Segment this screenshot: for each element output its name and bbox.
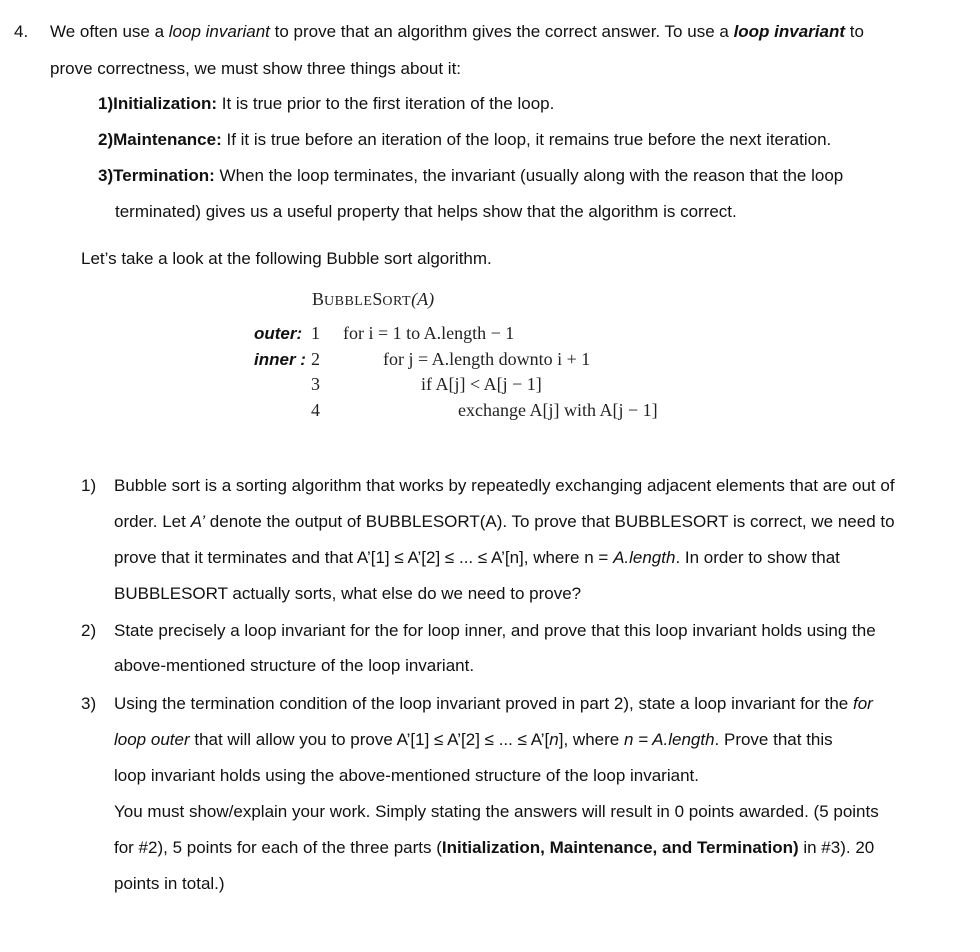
line-number-2: 2 bbox=[311, 349, 320, 369]
part-2-line-2: above-mentioned structure of the loop invariant. bbox=[114, 656, 475, 675]
line-number-1: 1 bbox=[311, 323, 320, 343]
part-1-line-4: BUBBLESORT actually sorts, what else do we need to prove? bbox=[114, 584, 582, 603]
part-3-number: 3) bbox=[81, 694, 97, 713]
property-initialization: 1)Initialization: It is true prior to the first iteration of the loop. bbox=[98, 94, 555, 113]
property-termination: 3)Termination: When the loop terminates, the invariant (usually along with the reason that the loop bbox=[98, 166, 844, 185]
grading-note-line-2: for #2), 5 points for each of the three parts (Initialization, Maintenance, and Termination) in #3). 20 bbox=[114, 838, 875, 857]
term-loop-invariant: loop invariant bbox=[168, 22, 270, 41]
part-3-line-2: loop outer that will allow you to prove A’[1] ≤ A’[2] ≤ ... ≤ A’[n], where n = A.length. Prove that this bbox=[114, 730, 833, 749]
loop-label-inner: inner : bbox=[254, 350, 306, 369]
algorithm-title: BUBBLESORT(A) bbox=[312, 289, 435, 309]
intro-line-2: prove correctness, we must show three things about it: bbox=[50, 59, 462, 78]
property-maintenance: 2)Maintenance: If it is true before an iteration of the loop, it remains true before the next iteration. bbox=[98, 130, 832, 149]
part-3-line-1: Using the termination condition of the loop invariant proved in part 2), state a loop invariant for the for bbox=[114, 694, 873, 713]
part-1-line-3: prove that it terminates and that A’[1] ≤ A’[2] ≤ ... ≤ A’[n], where n = A.length. In order to show that bbox=[114, 548, 840, 567]
line-number-4: 4 bbox=[311, 400, 320, 420]
grading-note-line-1: You must show/explain your work. Simply stating the answers will result in 0 points awarded. (5 points bbox=[114, 802, 879, 821]
intro-line-1: We often use a loop invariant to prove that an algorithm gives the correct answer. To use a loop invariant to bbox=[50, 22, 864, 41]
question-number: 4. bbox=[14, 22, 29, 41]
property-termination-continued: terminated) gives us a useful property that helps show that the algorithm is correct. bbox=[115, 202, 737, 221]
algorithm-line-4: exchange A[j] with A[j − 1] bbox=[458, 400, 658, 420]
part-1-line-2: order. Let A’ denote the output of BUBBLESORT(A). To prove that BUBBLESORT is correct, we need to bbox=[114, 512, 895, 531]
lead-in: Let’s take a look at the following Bubble sort algorithm. bbox=[81, 249, 492, 268]
algorithm-line-1: for i = 1 to A.length − 1 bbox=[343, 323, 515, 343]
loop-label-outer: outer: bbox=[254, 324, 303, 343]
part-1-number: 1) bbox=[81, 476, 97, 495]
grading-note-line-3: points in total.) bbox=[114, 874, 225, 893]
algorithm-line-2: for j = A.length downto i + 1 bbox=[383, 349, 591, 369]
part-2-line-1: State precisely a loop invariant for the for loop inner, and prove that this loop invariant holds using the bbox=[114, 621, 876, 640]
term-loop-invariant-bold: loop invariant bbox=[733, 22, 846, 41]
line-number-3: 3 bbox=[311, 374, 320, 394]
part-3-line-3: loop invariant holds using the above-mentioned structure of the loop invariant. bbox=[114, 766, 699, 785]
part-1-line-1: Bubble sort is a sorting algorithm that works by repeatedly exchanging adjacent elements that are out of bbox=[114, 476, 895, 495]
algorithm-line-3: if A[j] < A[j − 1] bbox=[421, 374, 542, 394]
part-2-number: 2) bbox=[81, 621, 97, 640]
